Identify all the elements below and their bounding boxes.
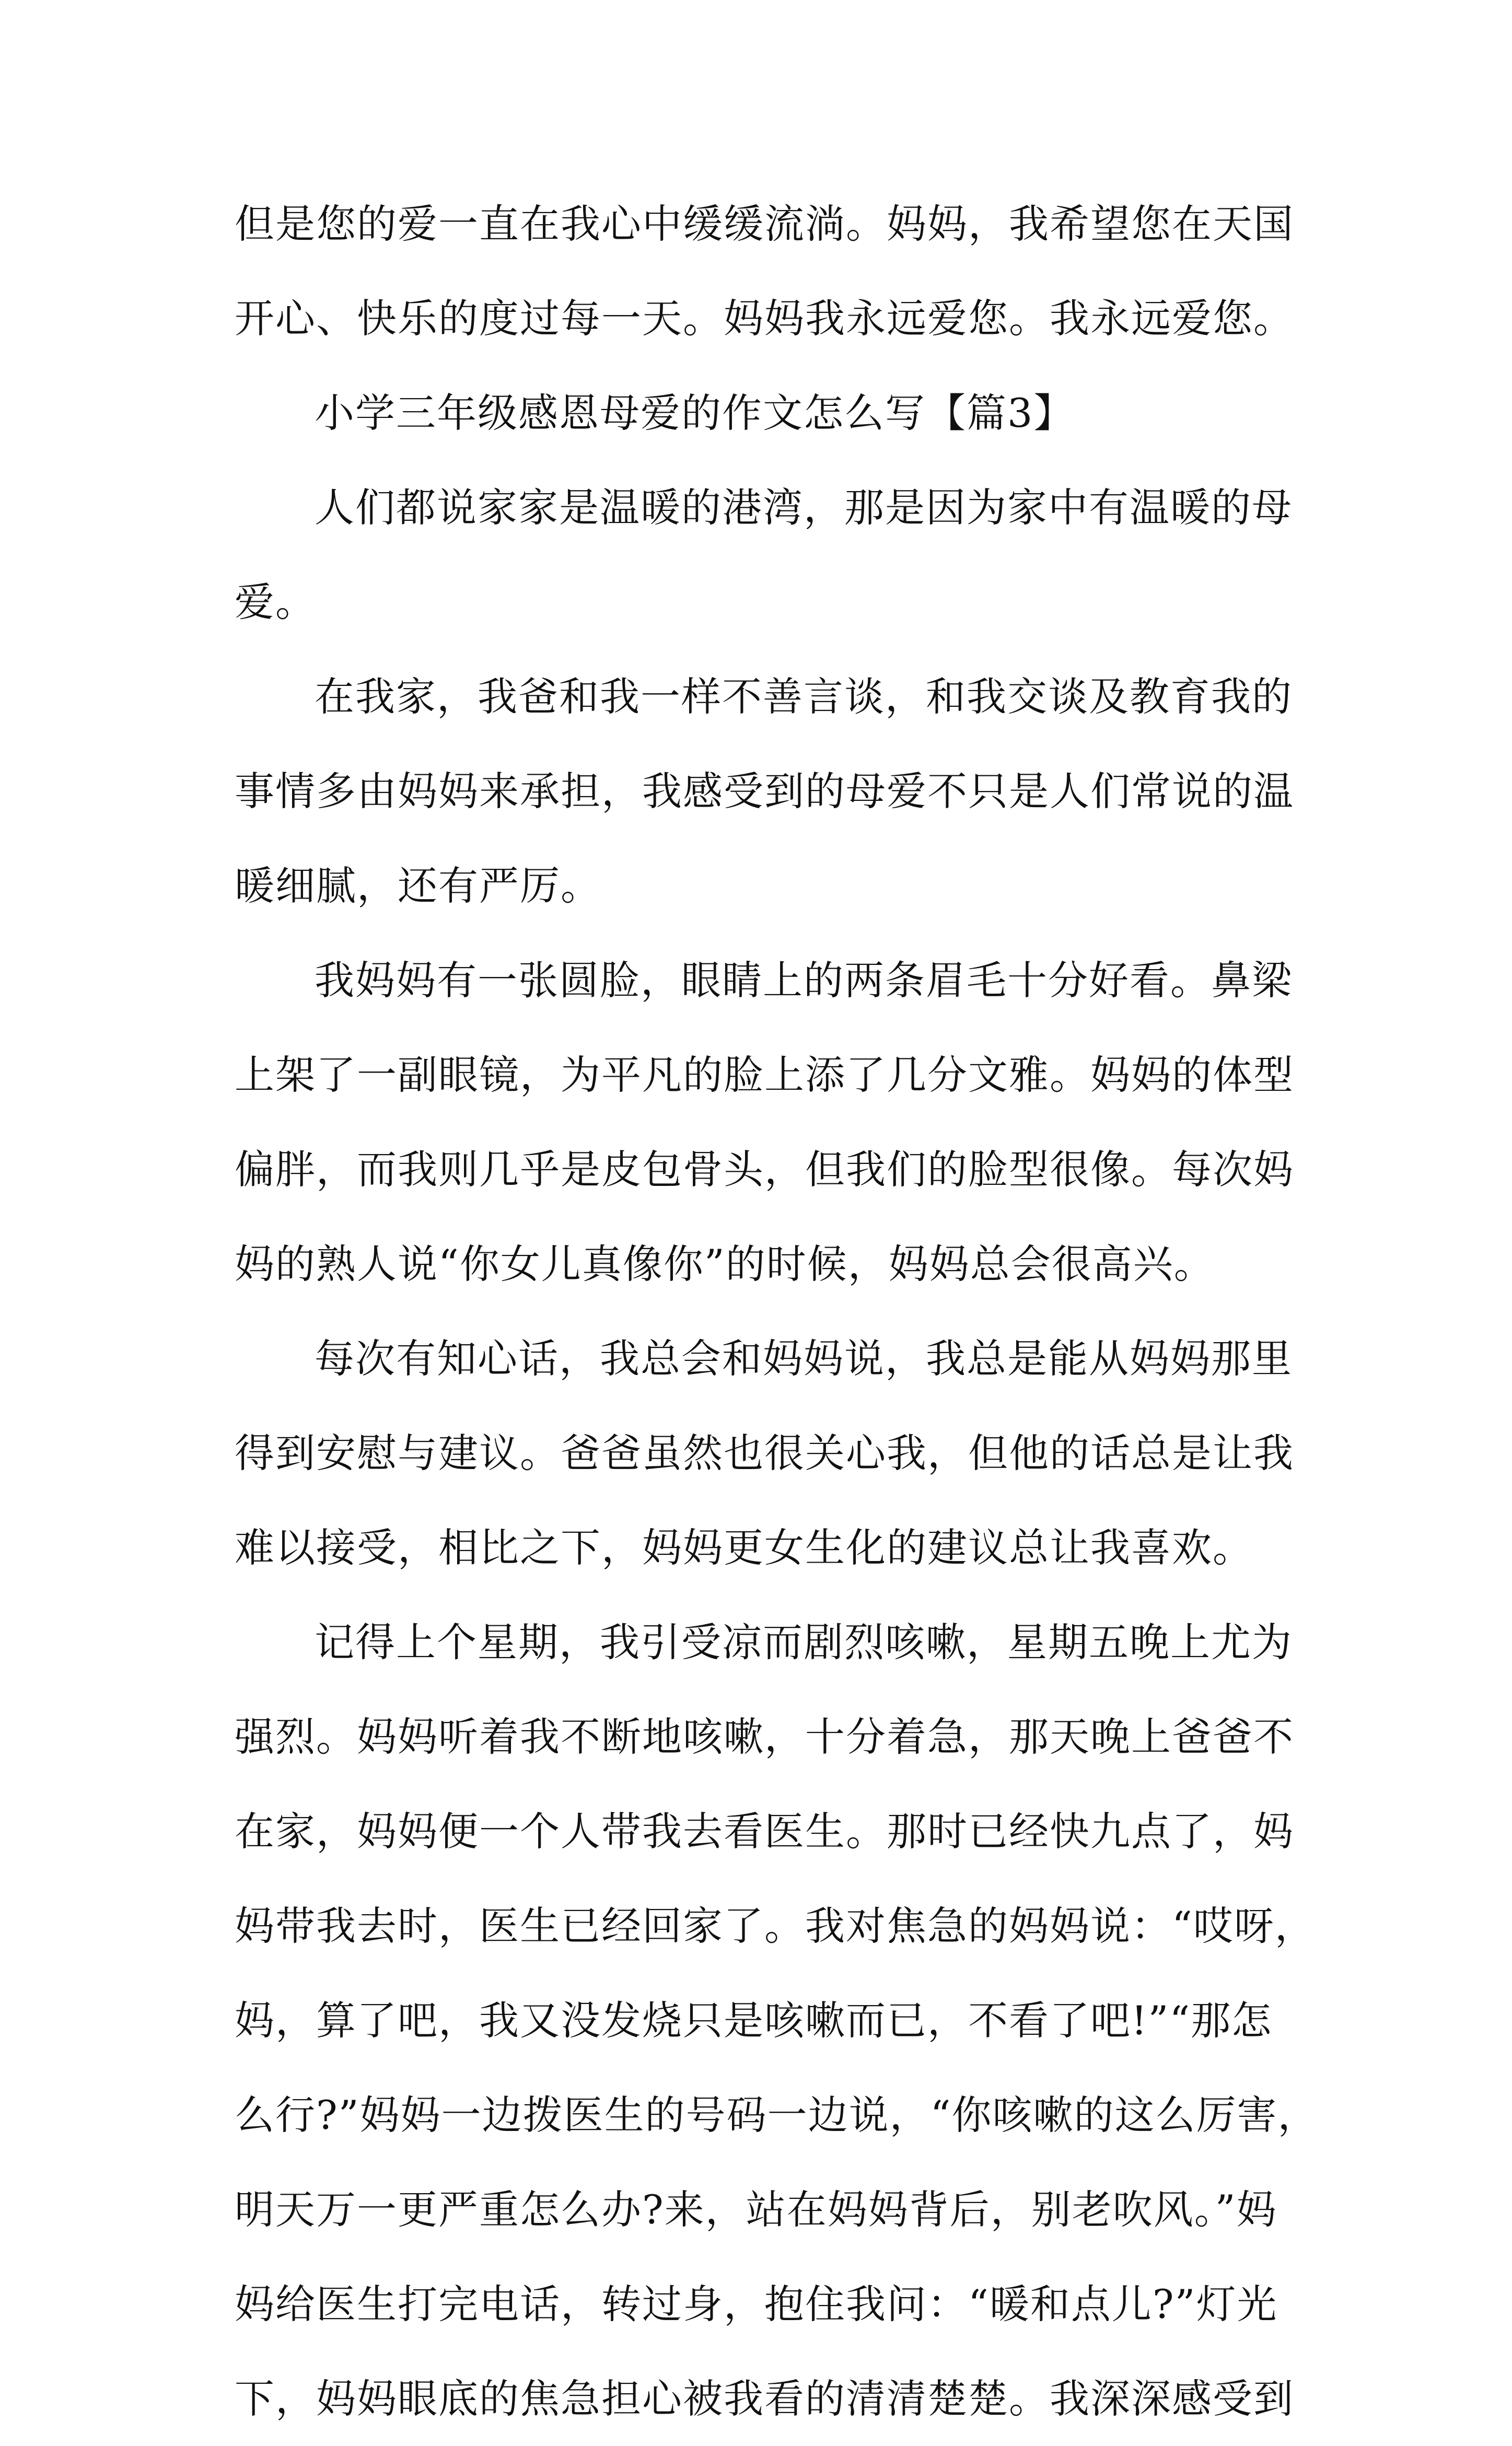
text-line: 强烈。妈妈听着我不断地咳嗽，十分着急，那天晚上爸爸不: [235, 1714, 1294, 1760]
section-heading: 小学三年级感恩母爱的作文怎么写【篇3】: [315, 390, 1075, 436]
text-line: 得到安慰与建议。爸爸虽然也很关心我，但他的话总是让我: [235, 1430, 1294, 1476]
text-line: 事情多由妈妈来承担，我感受到的母爱不只是人们常说的温: [235, 768, 1294, 814]
text-line: 下，妈妈眼底的焦急担心被我看的清清楚楚。我深深感受到: [235, 2375, 1294, 2422]
text-line: 爱。: [235, 579, 316, 625]
text-line: 记得上个星期，我引受凉而剧烈咳嗽，星期五晚上尤为: [315, 1619, 1293, 1665]
text-line: 妈带我去时，医生已经回家了。我对焦急的妈妈说：“哎呀，: [235, 1903, 1316, 1949]
text-line: 偏胖，而我则几乎是皮包骨头，但我们的脸型很像。每次妈: [235, 1146, 1294, 1193]
text-line: 我妈妈有一张圆脸，眼睛上的两条眉毛十分好看。鼻梁: [315, 957, 1293, 1004]
text-line: 么行?”妈妈一边拨医生的号码一边说，“你咳嗽的这么厉害，: [235, 2092, 1319, 2138]
text-line: 开心、快乐的度过每一天。妈妈我永远爱您。我永远爱您。: [235, 295, 1294, 342]
text-line: 妈给医生打完电话，转过身，抱住我问：“暖和点儿?”灯光: [235, 2281, 1278, 2327]
text-line: 暖细腻，还有严厉。: [235, 863, 601, 909]
text-line: 在我家，我爸和我一样不善言谈，和我交谈及教育我的: [315, 673, 1293, 720]
text-line: 妈，算了吧，我又没发烧只是咳嗽而已，不看了吧!”“那怎: [235, 1997, 1273, 2044]
text-line: 难以接受，相比之下，妈妈更女生化的建议总让我喜欢。: [235, 1524, 1253, 1571]
text-line: 在家，妈妈便一个人带我去看医生。那时已经快九点了，妈: [235, 1808, 1294, 1855]
body-text: [235, 177, 1319, 2446]
text-line: 明天万一更严重怎么办?来，站在妈妈背后，别老吹风。”妈: [235, 2186, 1277, 2233]
text-line: 每次有知心话，我总会和妈妈说，我总是能从妈妈那里: [315, 1335, 1293, 1382]
text-line: 人们都说家家是温暖的港湾，那是因为家中有温暖的母: [315, 484, 1293, 531]
text-line: 上架了一副眼镜，为平凡的脸上添了几分文雅。妈妈的体型: [235, 1052, 1294, 1098]
text-line: 但是您的爱一直在我心中缓缓流淌。妈妈，我希望您在天国: [235, 201, 1294, 247]
text-line: 妈的熟人说“你女儿真像你”的时候，妈妈总会很高兴。: [235, 1241, 1215, 1287]
